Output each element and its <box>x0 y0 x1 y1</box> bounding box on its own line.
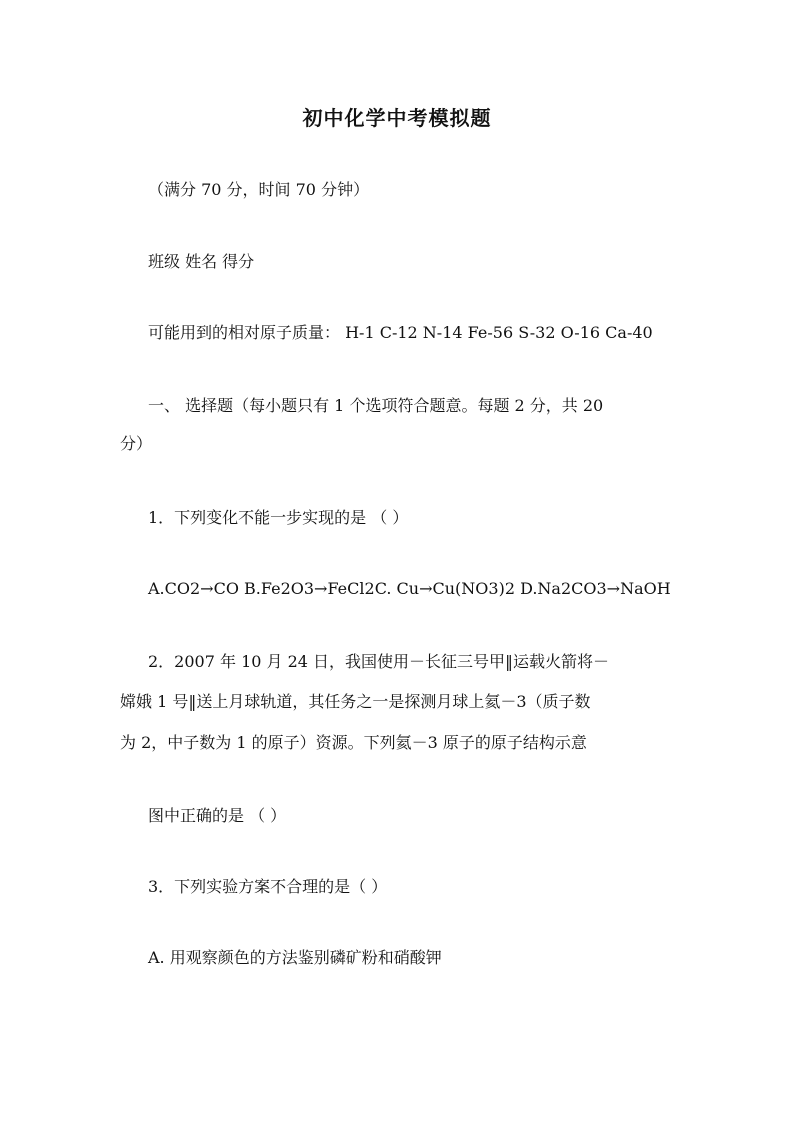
question-1-stem: 1．下列变化不能一步实现的是 （ ） <box>148 508 409 527</box>
document-title: 初中化学中考模拟题 <box>302 106 492 130</box>
question-2-line1: 2．2007 年 10 月 24 日，我国使用－长征三号甲‖运载火箭将－ <box>148 652 610 671</box>
atomic-masses-line: 可能用到的相对原子质量： H-1 C-12 N-14 Fe-56 S-32 O-16 Ca-40 <box>148 323 653 342</box>
question-2-line3: 为 2，中子数为 1 的原子）资源。下列氦－3 原子的原子结构示意 <box>120 733 587 752</box>
question-2-line4: 图中正确的是 （ ） <box>148 806 287 825</box>
section-heading-line2: 分） <box>120 434 153 453</box>
question-3-stem: 3．下列实验方案不合理的是（ ） <box>148 877 388 896</box>
question-1-options: A.CO2→CO B.Fe2O3→FeCl2C. Cu→Cu(NO3)2 D.Na2CO3→NaOH <box>148 579 671 598</box>
exam-info: （满分 70 分，时间 70 分钟） <box>148 180 370 199</box>
section-heading-line1: 一、 选择题（每小题只有 1 个选项符合题意。每题 2 分，共 20 <box>148 396 604 415</box>
question-3-option-a: A. 用观察颜色的方法鉴别磷矿粉和硝酸钾 <box>148 948 442 967</box>
student-info-line: 班级 姓名 得分 <box>148 252 255 271</box>
question-2-line2: 嫦娥 1 号‖送上月球轨道，其任务之一是探测月球上氦－3（质子数 <box>120 692 591 711</box>
